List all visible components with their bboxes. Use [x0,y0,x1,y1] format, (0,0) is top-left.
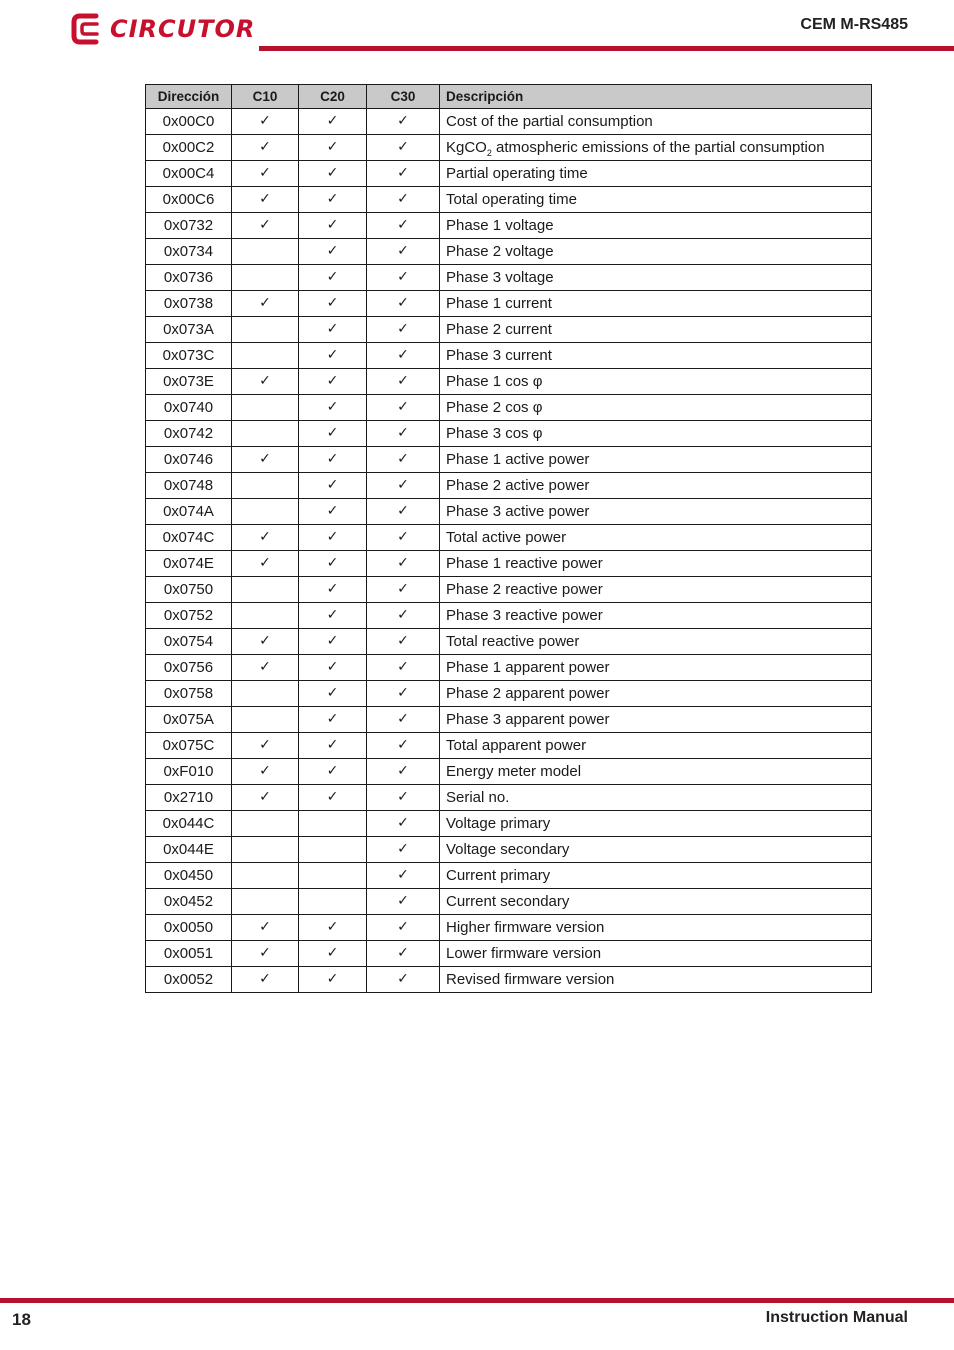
description-text: Lower firmware version [446,945,602,962]
c20-cell [299,837,367,863]
description-cell [440,343,872,369]
c10-cell: ✓ [232,733,299,759]
description-cell [440,915,872,941]
description-text-continued: atmospheric emissions of the partial consumption [491,139,825,156]
description-subscript: 2 [486,148,492,158]
c30-cell: ✓ [367,135,440,161]
table-row [146,135,872,161]
c20-cell: ✓ [299,941,367,967]
column-header-description: Descripción [440,85,872,109]
table-row [146,915,872,941]
address-cell: 0x0738 [146,291,232,317]
description-text: Phase 2 voltage [446,243,554,260]
description-text: Phase 2 cos φ [446,399,543,416]
address-cell: 0x0052 [146,967,232,993]
description-text: Phase 3 active power [446,503,590,520]
description-text: Phase 1 voltage [446,217,554,234]
column-header-c20: C20 [299,85,367,109]
address-cell: 0x0752 [146,603,232,629]
c20-cell: ✓ [299,213,367,239]
c30-cell: ✓ [367,291,440,317]
c10-cell [232,681,299,707]
description-text: Voltage secondary [446,841,570,858]
table-row [146,421,872,447]
c30-cell: ✓ [367,681,440,707]
circutor-logo-mark-icon [70,12,104,46]
table-row [146,863,872,889]
table-row [146,889,872,915]
table-row [146,733,872,759]
description-text: Phase 1 apparent power [446,659,610,676]
description-cell [440,317,872,343]
address-cell: 0x0756 [146,655,232,681]
c20-cell [299,811,367,837]
c10-cell: ✓ [232,967,299,993]
table-row [146,265,872,291]
c20-cell: ✓ [299,239,367,265]
c30-cell: ✓ [367,603,440,629]
c20-cell: ✓ [299,967,367,993]
address-cell: 0x073E [146,369,232,395]
c20-cell: ✓ [299,161,367,187]
description-cell [440,473,872,499]
description-text: Phase 1 active power [446,451,590,468]
c20-cell: ✓ [299,759,367,785]
c10-cell: ✓ [232,213,299,239]
c30-cell: ✓ [367,239,440,265]
register-table [145,84,872,993]
description-cell [440,447,872,473]
c20-cell: ✓ [299,525,367,551]
table-row [146,785,872,811]
c10-cell [232,499,299,525]
address-cell: 0x074E [146,551,232,577]
c10-cell: ✓ [232,291,299,317]
c10-cell [232,265,299,291]
description-cell [440,369,872,395]
c20-cell: ✓ [299,421,367,447]
address-cell: 0x00C6 [146,187,232,213]
logo-wordmark: CIRCUTOR [110,15,256,43]
description-cell [440,629,872,655]
c20-cell: ✓ [299,187,367,213]
c30-cell: ✓ [367,343,440,369]
description-cell [440,239,872,265]
c20-cell: ✓ [299,499,367,525]
footer-title: Instruction Manual [765,1309,908,1326]
c20-cell: ✓ [299,109,367,135]
c10-cell: ✓ [232,655,299,681]
c30-cell: ✓ [367,369,440,395]
table-row [146,759,872,785]
c10-cell [232,343,299,369]
address-cell: 0xF010 [146,759,232,785]
c30-cell: ✓ [367,655,440,681]
description-cell [440,759,872,785]
address-cell: 0x0732 [146,213,232,239]
description-text: Phase 3 reactive power [446,607,603,624]
table-row [146,629,872,655]
description-cell [440,603,872,629]
description-text: Voltage primary [446,815,551,832]
table-row [146,161,872,187]
c10-cell [232,889,299,915]
description-cell [440,395,872,421]
description-cell [440,109,872,135]
c10-cell: ✓ [232,187,299,213]
c10-cell: ✓ [232,785,299,811]
c30-cell: ✓ [367,707,440,733]
description-cell [440,577,872,603]
column-header-c30: C30 [367,85,440,109]
description-text: Serial no. [446,789,510,806]
table-row [146,837,872,863]
c30-cell: ✓ [367,837,440,863]
address-cell: 0x075A [146,707,232,733]
address-cell: 0x0450 [146,863,232,889]
description-cell [440,551,872,577]
address-cell: 0x073C [146,343,232,369]
address-cell: 0x0754 [146,629,232,655]
c20-cell: ✓ [299,629,367,655]
description-text: Higher firmware version [446,919,605,936]
c10-cell [232,395,299,421]
description-cell [440,525,872,551]
c30-cell: ✓ [367,863,440,889]
page-number: 18 [12,1310,31,1329]
c20-cell: ✓ [299,343,367,369]
description-text: Phase 3 voltage [446,269,554,286]
table-row [146,317,872,343]
address-cell: 0x0452 [146,889,232,915]
table-row [146,239,872,265]
description-text: Phase 3 current [446,347,552,364]
c10-cell: ✓ [232,551,299,577]
description-cell [440,213,872,239]
c20-cell: ✓ [299,681,367,707]
description-cell [440,863,872,889]
c20-cell: ✓ [299,473,367,499]
c30-cell: ✓ [367,317,440,343]
c10-cell [232,577,299,603]
c10-cell: ✓ [232,629,299,655]
footer-rule [0,1298,954,1303]
c30-cell: ✓ [367,421,440,447]
table-body [146,109,872,993]
table-row [146,187,872,213]
c20-cell [299,863,367,889]
description-text: Partial operating time [446,165,588,182]
c20-cell: ✓ [299,447,367,473]
document-title: CEM M-RS485 [800,16,908,33]
c10-cell [232,707,299,733]
address-cell: 0x2710 [146,785,232,811]
description-text: Current primary [446,867,551,884]
description-text: Phase 2 active power [446,477,590,494]
c10-cell: ✓ [232,135,299,161]
table-row [146,681,872,707]
address-cell: 0x044E [146,837,232,863]
description-cell [440,967,872,993]
description-cell [440,265,872,291]
c30-cell: ✓ [367,785,440,811]
table-row [146,655,872,681]
c10-cell: ✓ [232,525,299,551]
c10-cell: ✓ [232,161,299,187]
table-row [146,291,872,317]
table-header-row [146,85,872,109]
description-text: Phase 2 reactive power [446,581,603,598]
table-row [146,941,872,967]
description-text: Cost of the partial consumption [446,113,653,130]
c20-cell: ✓ [299,317,367,343]
table-row [146,577,872,603]
description-cell [440,889,872,915]
description-text: Phase 2 apparent power [446,685,610,702]
table-row [146,213,872,239]
address-cell: 0x00C4 [146,161,232,187]
c30-cell: ✓ [367,759,440,785]
c10-cell [232,837,299,863]
address-cell: 0x0051 [146,941,232,967]
c20-cell: ✓ [299,785,367,811]
address-cell: 0x0758 [146,681,232,707]
c20-cell: ✓ [299,577,367,603]
description-cell [440,837,872,863]
table-row [146,473,872,499]
c10-cell: ✓ [232,109,299,135]
table-row [146,395,872,421]
description-text: Phase 3 apparent power [446,711,610,728]
description-cell [440,707,872,733]
c30-cell: ✓ [367,577,440,603]
c30-cell: ✓ [367,889,440,915]
address-cell: 0x073A [146,317,232,343]
description-cell [440,421,872,447]
table-row [146,109,872,135]
description-text: Total operating time [446,191,577,208]
c30-cell: ✓ [367,213,440,239]
c10-cell [232,863,299,889]
c30-cell: ✓ [367,447,440,473]
c30-cell: ✓ [367,187,440,213]
table-row [146,603,872,629]
c20-cell: ✓ [299,655,367,681]
description-text: Total reactive power [446,633,580,650]
address-cell: 0x0742 [146,421,232,447]
header-rule [259,46,954,51]
table-row [146,369,872,395]
description-cell [440,291,872,317]
description-cell [440,655,872,681]
c30-cell: ✓ [367,915,440,941]
description-cell [440,681,872,707]
c30-cell: ✓ [367,811,440,837]
c20-cell: ✓ [299,135,367,161]
c10-cell [232,421,299,447]
table-row [146,525,872,551]
c20-cell: ✓ [299,291,367,317]
c20-cell: ✓ [299,395,367,421]
c10-cell [232,239,299,265]
address-cell: 0x0750 [146,577,232,603]
address-cell: 0x074C [146,525,232,551]
c10-cell [232,317,299,343]
description-text: Phase 1 cos φ [446,373,543,390]
description-cell [440,135,872,161]
table-row [146,447,872,473]
c30-cell: ✓ [367,473,440,499]
c30-cell: ✓ [367,967,440,993]
description-cell [440,161,872,187]
description-text: Phase 1 reactive power [446,555,603,572]
description-cell [440,733,872,759]
address-cell: 0x044C [146,811,232,837]
description-text: Revised firmware version [446,971,615,988]
address-cell: 0x00C0 [146,109,232,135]
description-text: Current secondary [446,893,570,910]
c30-cell: ✓ [367,733,440,759]
description-cell [440,785,872,811]
c20-cell: ✓ [299,603,367,629]
column-header-address: Dirección [146,85,232,109]
c30-cell: ✓ [367,109,440,135]
c30-cell: ✓ [367,551,440,577]
c30-cell: ✓ [367,525,440,551]
table-row [146,499,872,525]
address-cell: 0x0748 [146,473,232,499]
table-row [146,967,872,993]
address-cell: 0x0740 [146,395,232,421]
c10-cell: ✓ [232,447,299,473]
description-text: Phase 1 current [446,295,552,312]
c10-cell [232,603,299,629]
c10-cell [232,473,299,499]
c30-cell: ✓ [367,499,440,525]
address-cell: 0x0050 [146,915,232,941]
table-row [146,811,872,837]
address-cell: 0x074A [146,499,232,525]
description-text: Phase 2 current [446,321,552,338]
c20-cell: ✓ [299,707,367,733]
description-text: KgCO [446,139,487,156]
description-cell [440,941,872,967]
c30-cell: ✓ [367,265,440,291]
description-text: Total active power [446,529,567,546]
circutor-logo [70,11,255,47]
address-cell: 0x0746 [146,447,232,473]
c20-cell: ✓ [299,369,367,395]
address-cell: 0x075C [146,733,232,759]
description-text: Energy meter model [446,763,582,780]
c20-cell: ✓ [299,733,367,759]
description-cell [440,499,872,525]
c10-cell [232,811,299,837]
c30-cell: ✓ [367,941,440,967]
c10-cell: ✓ [232,369,299,395]
c20-cell: ✓ [299,915,367,941]
c20-cell: ✓ [299,551,367,577]
description-text: Phase 3 cos φ [446,425,543,442]
address-cell: 0x0734 [146,239,232,265]
c10-cell: ✓ [232,941,299,967]
description-text: Total apparent power [446,737,587,754]
c20-cell: ✓ [299,265,367,291]
description-cell [440,187,872,213]
c30-cell: ✓ [367,161,440,187]
c20-cell [299,889,367,915]
description-cell [440,811,872,837]
table-row [146,551,872,577]
address-cell: 0x00C2 [146,135,232,161]
table-row [146,707,872,733]
address-cell: 0x0736 [146,265,232,291]
c30-cell: ✓ [367,395,440,421]
c10-cell: ✓ [232,915,299,941]
c30-cell: ✓ [367,629,440,655]
column-header-c10: C10 [232,85,299,109]
c10-cell: ✓ [232,759,299,785]
table-row [146,343,872,369]
